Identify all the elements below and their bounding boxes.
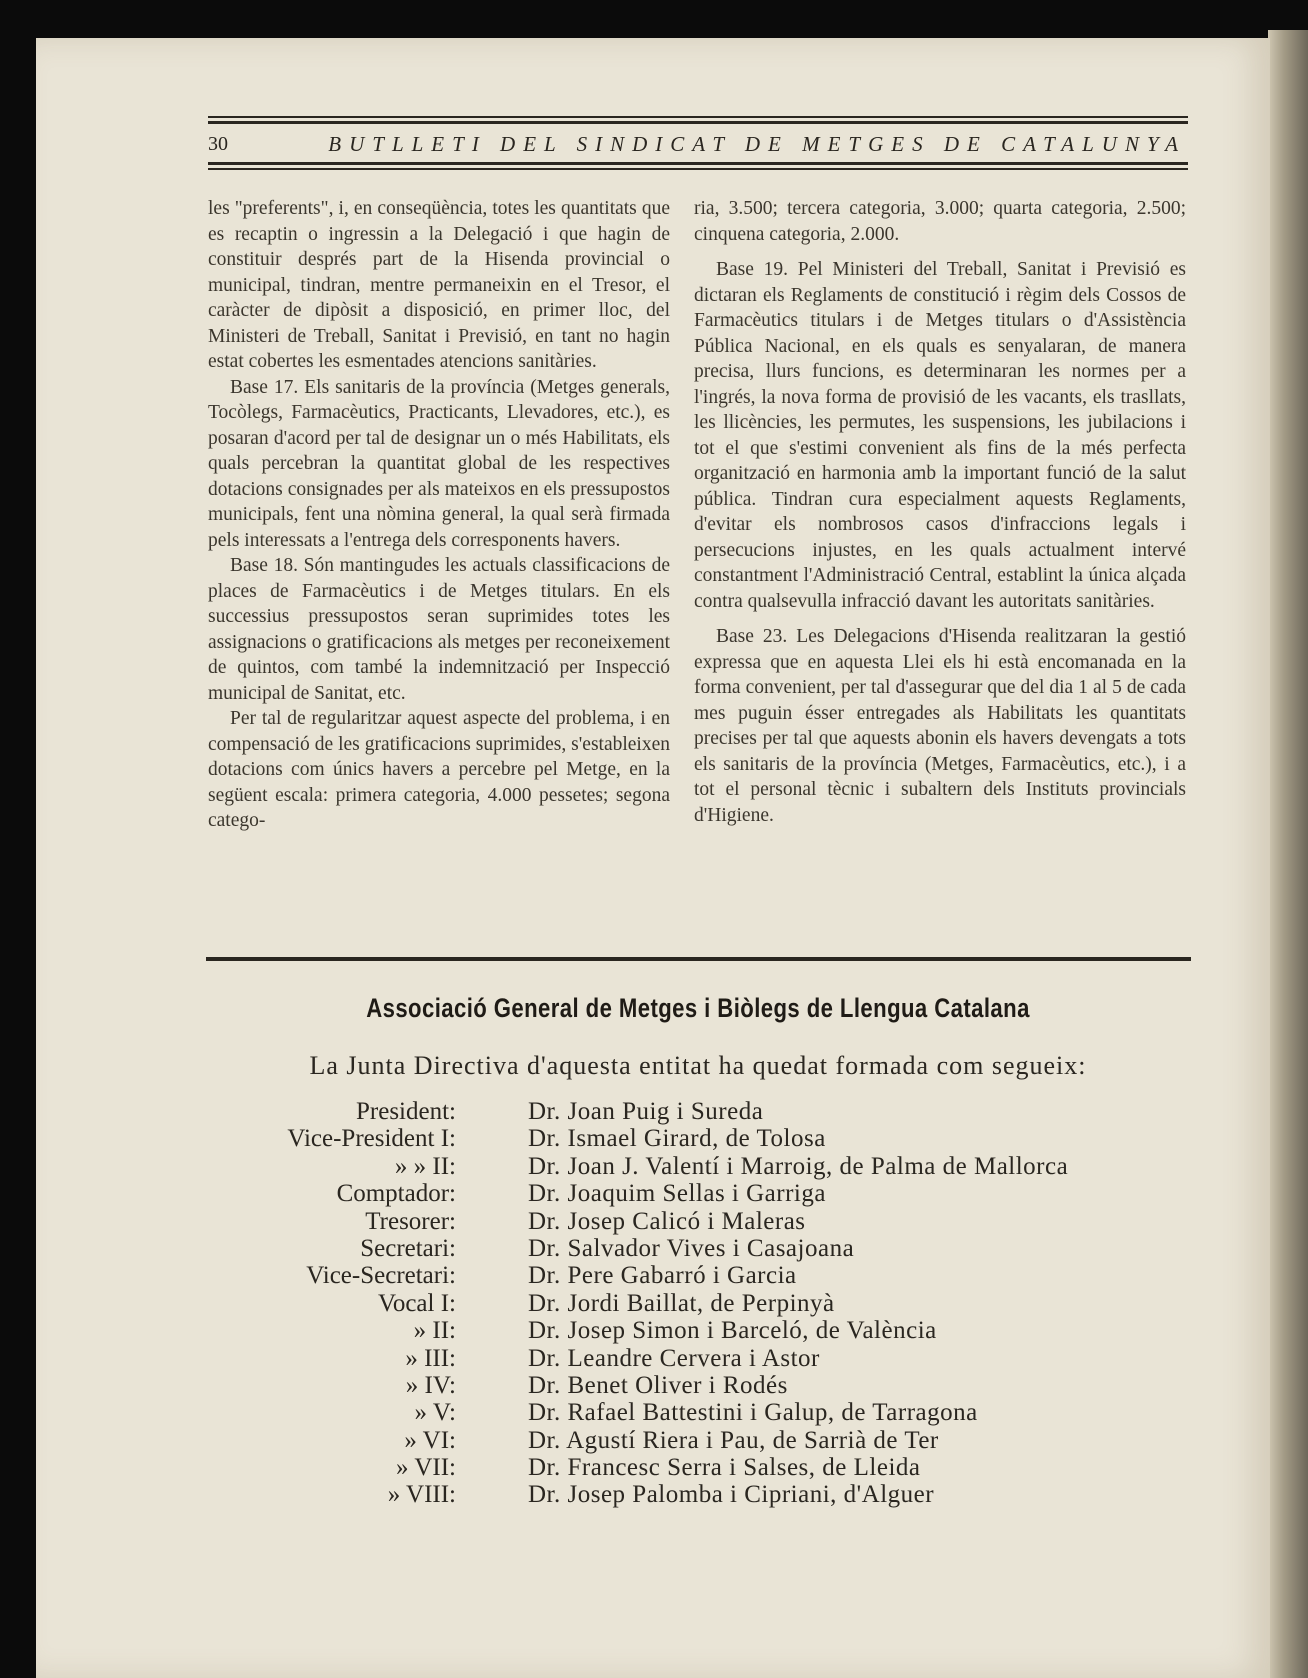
board-member: Dr. Leandre Cervera i Astor [528,1344,820,1372]
board-row [208,1235,1208,1262]
board-row [208,1290,1208,1317]
board-role: President: [356,1098,456,1125]
board-member: Dr. Agustí Riera i Pau, de Sarrià de Ter [528,1426,939,1454]
board-role: Tresorer: [365,1207,456,1235]
document-page [36,38,1270,1678]
association-title: Associació General de Metges i Biòlegs de Llengua Catalana [366,993,1030,1023]
board-member: Dr. Joan Puig i Sureda [528,1098,764,1125]
paragraph: Base 23. Les Delegacions d'Hisenda realitzaran la gestió expressa que en aquesta Llei els hi està encomanada en la forma convenient, per tal d'assegurar que del dia 1 al 5 de cada mes puguin ésser entregades als Habilitats les quantitats precises per tal que aquests abonin els havers devengats a tots els sanitaris de la província (Metges, Farmacèutics, etc.), i a tot el personal tècnic i subaltern dels Instituts provincials d'Higiene. [694,626,1186,826]
board-member: Dr. Pere Gabarró i Garcia [528,1262,797,1290]
board-role: Secretari: [360,1234,456,1262]
paragraph: les "preferents", i, en conseqüència, totes les quantitats que es recaptin o ingressin a la Delegació i que hagin de constituir després part de la Hisenda provincial o municipal, tindran, mentre permaneixin en el Tresor, el caràcter de dipòsit a disposició, en primer lloc, del Ministeri de Treball, Sanitat i Previsió, en tant no hagin estat cobertes les esmentades atencions sanitàries. [208,198,670,372]
board-row [208,1317,1208,1344]
board-member: Dr. Joaquim Sellas i Garriga [528,1180,826,1208]
board-row [208,1180,1208,1207]
board-row [208,1098,1208,1125]
board-row [208,1399,1208,1426]
board-role: » VIII: [387,1481,456,1509]
page-header [208,128,1188,160]
board-row [208,1454,1208,1481]
board-member: Dr. Benet Oliver i Rodés [528,1371,788,1399]
paragraph: Base 19. Pel Ministeri del Treball, Sanitat i Previsió es dictaran els Reglaments de constitució i règim dels Cossos de Farmacèutics titulars i de Metges titulars o d'Assistència Pública Nacional, en els quals es senyalaran, de manera precisa, llurs funcions, es determinaran les normes per a l'ingrés, la nova forma de provisió de les vacants, els trasllats, les llicències, les permutes, les suspensions, les jubilacions i tot el que s'estimi convenient als fins de la més perfecta organització en harmonia amb la important funció de la salut pública. Tindran cura especialment aquests Reglaments, d'evitar els nombrosos casos d'infraccions legals i persecucions injustes, en les quals actualment intervé constantment l'Administració Central, establint la única alçada contra qualsevulla infracció davant les autoritats sanitàries. [694,259,1186,612]
board-row [208,1372,1208,1399]
board-role: » IV: [405,1371,456,1399]
paragraph: Base 17. Els sanitaris de la província (Metges generals, Tocòlegs, Farmacèutics, Practicants, Llevadores, etc.), es posaran d'acord per tal de designar un o més Habilitats, els quals percebran la quantitat global de les respectives dotacions consignades per als mateixos en els pressupostos municipals, fent una nòmina general, la qual serà firmada pels interessats a l'entrega dels corresponents havers. [208,376,670,551]
board-role: » VI: [404,1426,456,1454]
board-role: Vice-Secretari: [306,1262,456,1290]
board-row [208,1345,1208,1372]
section-divider [206,957,1191,961]
board-member: Dr. Ismael Girard, de Tolosa [528,1125,826,1153]
board-member: Dr. Josep Palomba i Cipriani, d'Alguer [528,1481,935,1509]
board-role: » III: [405,1344,456,1372]
board-row [208,1208,1208,1235]
board-member: Dr. Josep Calicó i Maleras [528,1207,806,1235]
board-member: Dr. Rafael Battestini i Galup, de Tarragona [528,1399,978,1427]
board-member: Dr. Jordi Baillat, de Perpinyà [528,1289,835,1317]
board-role: » II: [413,1317,456,1345]
header-rule-bottom [208,162,1188,173]
article-column-right [694,196,1186,828]
board-row [208,1427,1208,1454]
association-intro: La Junta Directiva d'aquesta entitat ha quedat formada com segueix: [309,1051,1087,1080]
board-role: Vocal I: [378,1289,456,1317]
paragraph: Per tal de regularitzar aquest aspecte del problema, i en compensació de les gratificacions suprimides, s'estableixen dotacions com únics havers a percebre pel Metge, en la següent escala: primera categoria, 4.000 pessetes; segona catego- [208,708,670,831]
header-rule-top [208,116,1188,127]
journal-title: BUTLLETI DEL SINDICAT DE METGES DE CATALUNYA [328,131,1186,156]
board-member: Dr. Francesc Serra i Salses, de Lleida [528,1454,921,1482]
board-member: Dr. Joan J. Valentí i Marroig, de Palma de Mallorca [528,1152,1069,1180]
board-role: » » II: [394,1152,456,1180]
board-member: Dr. Salvador Vives i Casajoana [528,1234,855,1262]
paragraph: ria, 3.500; tercera categoria, 3.000; quarta categoria, 2.500; cinquena categoria, 2.000. [694,198,1186,245]
page-number: 30 [208,132,228,155]
board-role: » VII: [396,1454,456,1482]
board-row [208,1262,1208,1289]
board-role: Vice-President I: [287,1125,456,1153]
board-role: » V: [414,1399,456,1427]
board-role: Comptador: [336,1180,456,1208]
board-row [208,1153,1208,1180]
board-member: Dr. Josep Simon i Barceló, de València [528,1317,937,1345]
board-row [208,1125,1208,1152]
page-edge [1268,30,1308,1678]
board-list [208,1098,1208,1509]
paragraph: Base 18. Són mantingudes les actuals classificacions de places de Farmacèutics i de Metges titulars. En els successius pressupostos seran suprimides totes les assignacions o gratificacions als metges per reconeixement de quintos, com també la indemnització per Inspecció municipal de Sanitat, etc. [208,555,670,704]
board-row [208,1481,1208,1508]
article-column-left [208,196,670,834]
